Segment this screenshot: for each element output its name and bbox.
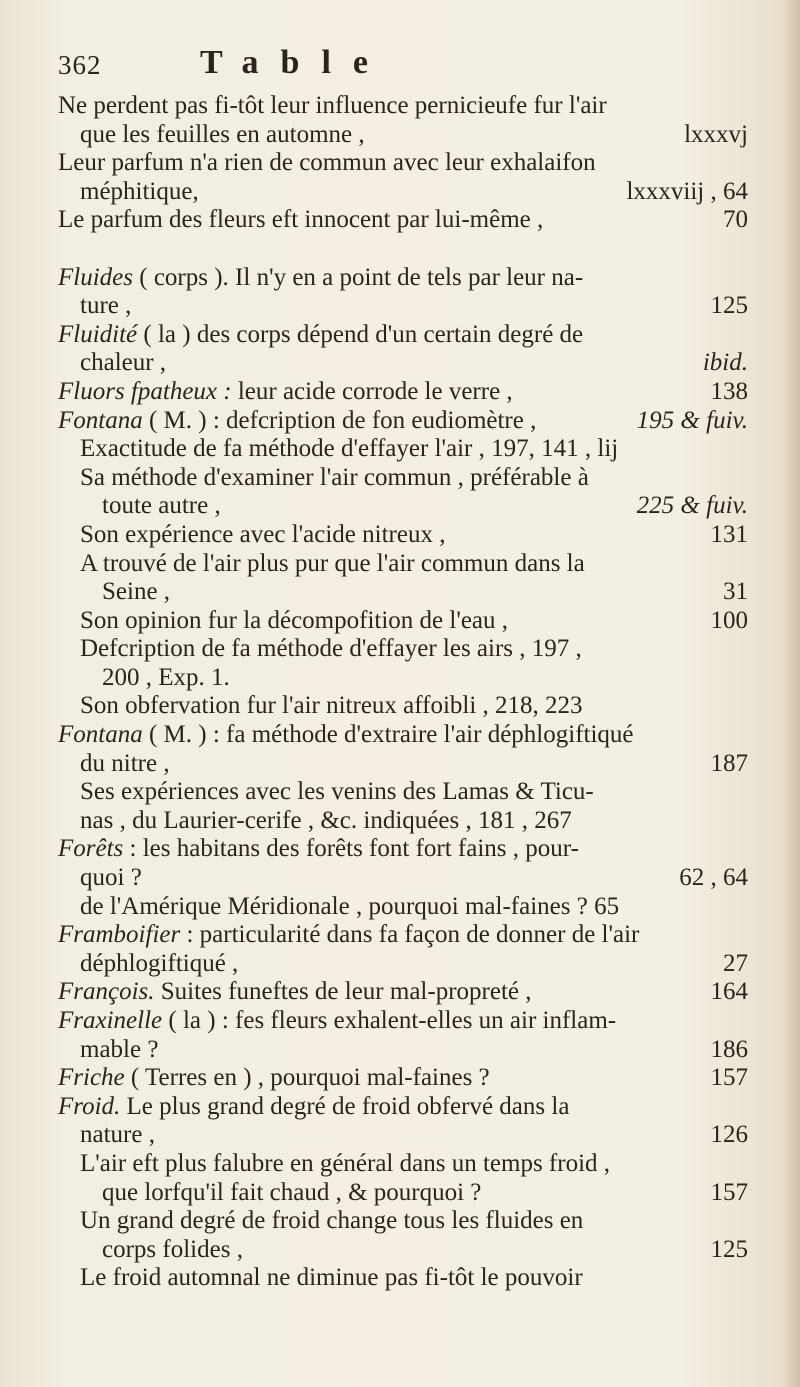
- index-headword: Fluidité: [58, 320, 138, 348]
- index-entry-text: Suites funeftes de leur mal-propreté ,: [154, 978, 532, 1006]
- index-entry-text: ( corps ). Il n'y en a point de tels par leur na-: [133, 263, 584, 291]
- index-line: [58, 464, 748, 493]
- index-entry-text: Seine ,: [102, 578, 171, 606]
- index-line-text: [58, 1064, 490, 1093]
- index-line-text: [102, 1236, 243, 1265]
- index-page-reference: 157: [710, 1064, 748, 1092]
- index-line: [58, 1093, 748, 1122]
- index-line: [58, 235, 748, 264]
- index-entry-text: Leur parfum n'a rien de commun avec leur exhalaifon: [58, 149, 596, 177]
- index-line-text: [80, 1207, 583, 1236]
- index-line: [58, 750, 748, 779]
- index-line: [58, 492, 748, 521]
- index-entry-text: ture ,: [80, 292, 132, 320]
- index-page-reference: 125: [710, 1235, 748, 1263]
- index-line-text: [102, 578, 170, 607]
- index-entry-text: ( Terres en ) , pourquoi mal-faines ?: [124, 1064, 490, 1092]
- index-entries: [58, 92, 748, 1293]
- index-page-reference: 31: [723, 578, 748, 606]
- index-line-text: [80, 550, 585, 579]
- index-entry-text: Sa méthode d'examiner l'air commun , préférable à: [80, 463, 589, 491]
- index-line: [58, 692, 748, 721]
- index-line: [58, 1036, 748, 1065]
- index-line: [58, 92, 748, 121]
- index-line: [58, 407, 748, 436]
- index-page-reference: 100: [710, 606, 748, 634]
- index-line: [58, 635, 748, 664]
- index-line-text: [80, 778, 594, 807]
- index-line: [58, 664, 748, 693]
- index-entry-text: nas , du Laurier-cerife , &c. indiquées , 181 , 267: [80, 806, 572, 834]
- index-line-text: [80, 121, 365, 150]
- index-entry-text: toute autre ,: [102, 492, 221, 520]
- index-entry-text: Le parfum des fleurs eft innocent par lui-même ,: [58, 206, 544, 234]
- index-line-text: [80, 292, 131, 321]
- index-line-text: [80, 607, 508, 636]
- index-page-reference: 27: [723, 949, 748, 977]
- index-entry-text: Le plus grand degré de froid obfervé dans la: [120, 1092, 570, 1120]
- index-line-text: [58, 378, 513, 407]
- index-line-text: [80, 178, 199, 207]
- index-entry-text: méphitique,: [80, 177, 199, 205]
- index-line: [58, 435, 748, 464]
- index-line-text: [58, 264, 583, 293]
- index-page-reference: 164: [710, 978, 748, 1006]
- index-headword: François.: [58, 978, 155, 1006]
- index-line: [58, 1179, 748, 1208]
- index-line-text: [80, 950, 238, 979]
- index-line: [58, 264, 748, 293]
- index-entry-text: ( M. ) : defcription de fon eudiomètre ,: [142, 406, 537, 434]
- index-entry-text: 200 , Exp. 1.: [102, 663, 230, 691]
- index-line: [58, 1150, 748, 1179]
- index-line: [58, 978, 748, 1007]
- index-page-reference: 70: [723, 206, 748, 234]
- index-line-text: [58, 835, 579, 864]
- index-line-text: [80, 464, 589, 493]
- index-entry-text: Defcription de fa méthode d'effayer les airs , 197 ,: [80, 635, 582, 663]
- index-page-reference: 126: [710, 1121, 748, 1149]
- index-line-text: [80, 1121, 155, 1150]
- index-entry-text: Le froid automnal ne diminue pas fi-tôt le pouvoir: [80, 1264, 583, 1292]
- index-headword: Fontana: [58, 721, 143, 749]
- index-line: [58, 121, 748, 150]
- index-line-text: [80, 1036, 158, 1065]
- index-entry-text: de l'Amérique Méridionale , pourquoi mal-faines ? 65: [80, 892, 620, 920]
- index-entry-text: ( la ) des corps dépend d'un certain degré de: [137, 320, 584, 348]
- running-title: Table: [200, 44, 391, 81]
- index-entry-text: ( la ) : fes fleurs exhalent-elles un air inflam-: [162, 1007, 617, 1034]
- index-line-text: [80, 750, 170, 779]
- index-entry-text: L'air eft plus falubre en général dans un temps froid ,: [80, 1149, 611, 1177]
- index-line-text: [80, 893, 619, 922]
- index-line: [58, 1121, 748, 1150]
- index-entry-text: mable ?: [80, 1035, 159, 1063]
- index-entry-text: corps folides ,: [102, 1235, 243, 1263]
- index-line: [58, 950, 748, 979]
- index-line-text: [80, 349, 166, 378]
- index-headword: Fraxinelle: [58, 1007, 163, 1034]
- index-entry-text: Son opinion fur la décompofition de l'eau ,: [80, 606, 509, 634]
- index-line: [58, 378, 748, 407]
- index-page-reference: lxxxviij , 64: [626, 177, 748, 205]
- index-entry-text: Exactitude de fa méthode d'effayer l'air , 197, 141 , lij: [80, 435, 619, 463]
- index-line-text: [58, 1093, 569, 1122]
- index-line-text: [102, 1179, 481, 1208]
- index-entry-text: du nitre ,: [80, 749, 170, 777]
- index-line: [58, 807, 748, 836]
- index-headword: Froid.: [58, 1092, 121, 1120]
- index-line-text: [58, 407, 536, 436]
- index-line-text: [80, 1264, 583, 1293]
- index-entry-text: A trouvé de l'air plus pur que l'air commun dans la: [80, 549, 585, 577]
- page-number: 362: [58, 50, 102, 80]
- index-headword: Fluors fpatheux :: [58, 377, 232, 405]
- index-line: [58, 321, 748, 350]
- index-line-text: [80, 435, 618, 464]
- index-line: [58, 1236, 748, 1265]
- index-entry-text: Son expérience avec l'acide nitreux ,: [80, 520, 446, 548]
- index-line: [58, 149, 748, 178]
- index-page-reference: 186: [710, 1035, 748, 1063]
- index-entry-text: quoi ?: [80, 864, 142, 892]
- index-line: [58, 721, 748, 750]
- index-entry-text: chaleur ,: [80, 349, 167, 377]
- index-line-text: [80, 521, 445, 550]
- index-line: [58, 921, 748, 950]
- index-headword: Forêts: [58, 835, 124, 863]
- index-page-reference: 138: [710, 377, 748, 405]
- index-line-text: [58, 92, 607, 121]
- index-line-text: [58, 921, 639, 950]
- index-entry-text: que les feuilles en automne ,: [80, 120, 365, 148]
- index-page-reference: 125: [710, 292, 748, 320]
- index-line: [58, 550, 748, 579]
- index-line: [58, 521, 748, 550]
- index-line: [58, 607, 748, 636]
- page-edge-shadow: [782, 0, 800, 1387]
- index-page-reference: 62 , 64: [679, 864, 748, 892]
- index-line: [58, 1064, 748, 1093]
- index-entry-text: nature ,: [80, 1121, 155, 1149]
- index-line: [58, 578, 748, 607]
- index-entry-text: Ses expériences avec les venins des Lamas & Ticu-: [80, 778, 594, 806]
- index-line: [58, 349, 748, 378]
- index-line-text: [58, 978, 531, 1007]
- index-line: [58, 893, 748, 922]
- index-line-text: [80, 1150, 610, 1179]
- index-entry-text: Ne perdent pas fi-tôt leur influence pernicieufe fur l'air: [58, 92, 607, 119]
- index-page-reference: 187: [710, 749, 748, 777]
- page-header: [58, 40, 738, 90]
- index-line: [58, 864, 748, 893]
- index-page-reference: 157: [710, 1178, 748, 1206]
- index-line: [58, 1007, 748, 1036]
- index-line-text: [58, 321, 583, 350]
- index-line: [58, 835, 748, 864]
- index-page-reference: lxxxvj: [684, 120, 748, 148]
- index-page-reference: 225 & fuiv.: [636, 492, 748, 520]
- index-line: [58, 178, 748, 207]
- index-line: [58, 1264, 748, 1293]
- index-entry-text: que lorfqu'il fait chaud , & pourquoi ?: [102, 1178, 482, 1206]
- index-line-text: [58, 149, 596, 178]
- index-entry-text: déphlogiftiqué ,: [80, 949, 239, 977]
- index-line: [58, 292, 748, 321]
- index-headword: Friche: [58, 1064, 125, 1092]
- index-page-reference: 195 & fuiv.: [636, 406, 748, 434]
- index-headword: Framboifier: [58, 921, 181, 949]
- index-entry-text: : les habitans des forêts font fort fains , pour-: [123, 835, 579, 863]
- index-page-reference: 131: [710, 520, 748, 548]
- index-line-text: [80, 692, 583, 721]
- index-line-text: [58, 721, 634, 750]
- index-line-text: [58, 1007, 616, 1036]
- index-entry-text: Son obfervation fur l'air nitreux affoibli , 218, 223: [80, 692, 583, 720]
- index-line-text: [102, 664, 230, 693]
- index-line: [58, 778, 748, 807]
- index-entry-text: : particularité dans fa façon de donner de l'air: [180, 921, 640, 949]
- index-line: [58, 1207, 748, 1236]
- index-entry-text: ( M. ) : fa méthode d'extraire l'air déphlogiftiqué: [142, 721, 634, 749]
- index-entry-text: Un grand degré de froid change tous les fluides en: [80, 1207, 584, 1235]
- index-line: [58, 206, 748, 235]
- index-line-text: [80, 807, 572, 836]
- index-line-text: [58, 206, 543, 235]
- index-entry-text: leur acide corrode le verre ,: [231, 377, 513, 405]
- index-line-text: [102, 492, 221, 521]
- index-line-text: [80, 635, 582, 664]
- index-headword: Fluides: [58, 263, 133, 291]
- index-line-text: [80, 864, 142, 893]
- index-headword: Fontana: [58, 406, 143, 434]
- index-page-reference: ibid.: [702, 349, 748, 377]
